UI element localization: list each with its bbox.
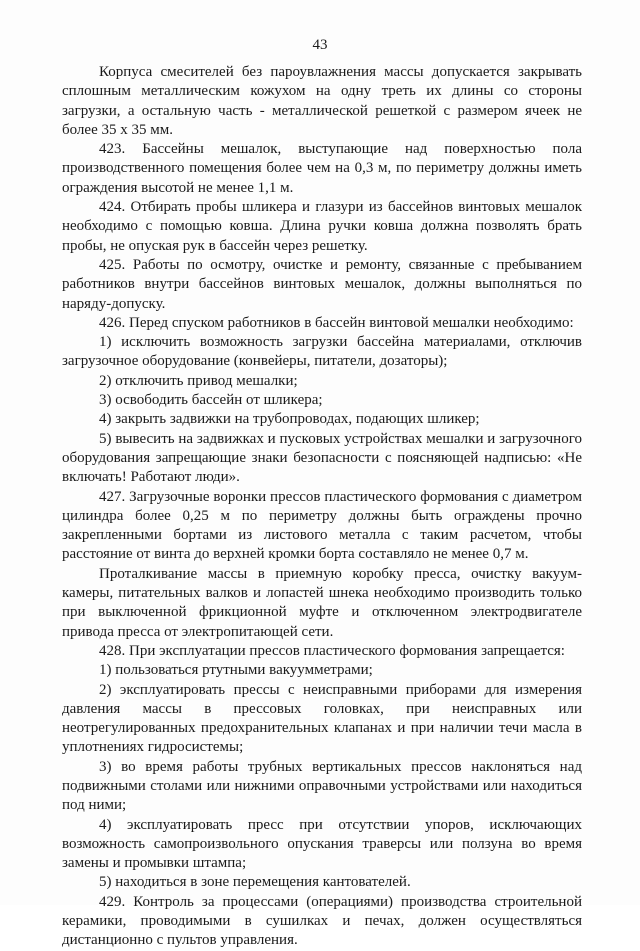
paragraph-427: 427. Загрузочные воронки прессов пластического формования с диаметром цилиндра более 0,25 м по периметру должны быть ограждены прочно закрепленными бортами из листового металла с таким расчетом, чтобы расстояние от винта до верхней кромки борта составляло не менее 0,7 м. [62,488,582,563]
list-item: 3) во время работы трубных вертикальных прессов наклоняться над подвижными столами или нижними оправочными устройствами или находиться под ними; [62,758,582,814]
list-item: 2) отключить привод мешалки; [99,372,298,389]
paragraph: Корпуса смесителей без пароувлажнения массы допускается закрывать сплошным металлическим кожухом на одну треть их длины со стороны загрузки, а остальную часть - металлической решеткой с размером ячеек не более 35 х 35 мм. [62,64,582,138]
page-number: 43 [312,37,328,53]
list-item: 3) освободить бассейн от шликера; [99,392,323,409]
paragraph-424: 424. Отбирать пробы шликера и глазури из бассейнов винтовых мешалок необходимо с помощью ковша. Длина ручки ковша должна позволять брать пробы, не опуская рук в бассейн через решетку. [62,199,582,254]
paragraph-429: 429. Контроль за процессами (операциями) производства строительной керамики, проводимыми в сушилках и печах, должен осуществляться дистанционно с пультов управления. [62,893,582,949]
list-item: 5) вывесить на задвижках и пусковых устройствах мешалки и загрузочного оборудования запрещающие знаки безопасности с поясняющей надписью: «Не включать! Работают люди». [62,430,582,486]
paragraph-423: 423. Бассейны мешалок, выступающие над поверхностью пола производственного помещения более чем на 0,3 м, по периметру должны иметь ограждения высотой не менее 1,1 м. [62,141,582,196]
paragraph-426: 426. Перед спуском работников в бассейн винтовой мешалки необходимо: [99,314,574,331]
list-item: 1) исключить возможность загрузки бассейна материалами, отключив загрузочное оборудование (конвейеры, питатели, дозаторы); [62,334,582,370]
document-body [62,63,582,951]
list-item: 2) эксплуатировать прессы с неисправными приборами для измерения давления массы в прессовых головках, при неисправных или неотрегулированных предохранительных клапанах и при наличии течи масла в уплотнениях гидросистемы; [62,681,582,756]
paragraph-428: 428. При эксплуатации прессов пластического формования запрещается: [99,642,565,659]
paragraph: Проталкивание массы в приемную коробку пресса, очистку вакуум-камеры, питательных валков и лопастей шнека необходимо производить только при выключенной фрикционной муфте и отключенном электродвигателе привода пресса от электропитающей сети. [62,565,582,640]
list-item: 4) закрыть задвижки на трубопроводах, подающих шликер; [99,411,480,428]
list-item: 4) эксплуатировать пресс при отсутствии упоров, исключающих возможность самопроизвольного опускания траверсы или ползуна во время замены и промывки штампа; [62,816,582,872]
paragraph-425: 425. Работы по осмотру, очистке и ремонту, связанные с пребыванием работников внутри бассейнов винтовых мешалок, должны выполняться по наряду-допуску. [62,256,582,312]
list-item: 5) находиться в зоне перемещения кантователей. [99,874,411,891]
list-item: 1) пользоваться ртутными вакуумметрами; [99,662,373,679]
